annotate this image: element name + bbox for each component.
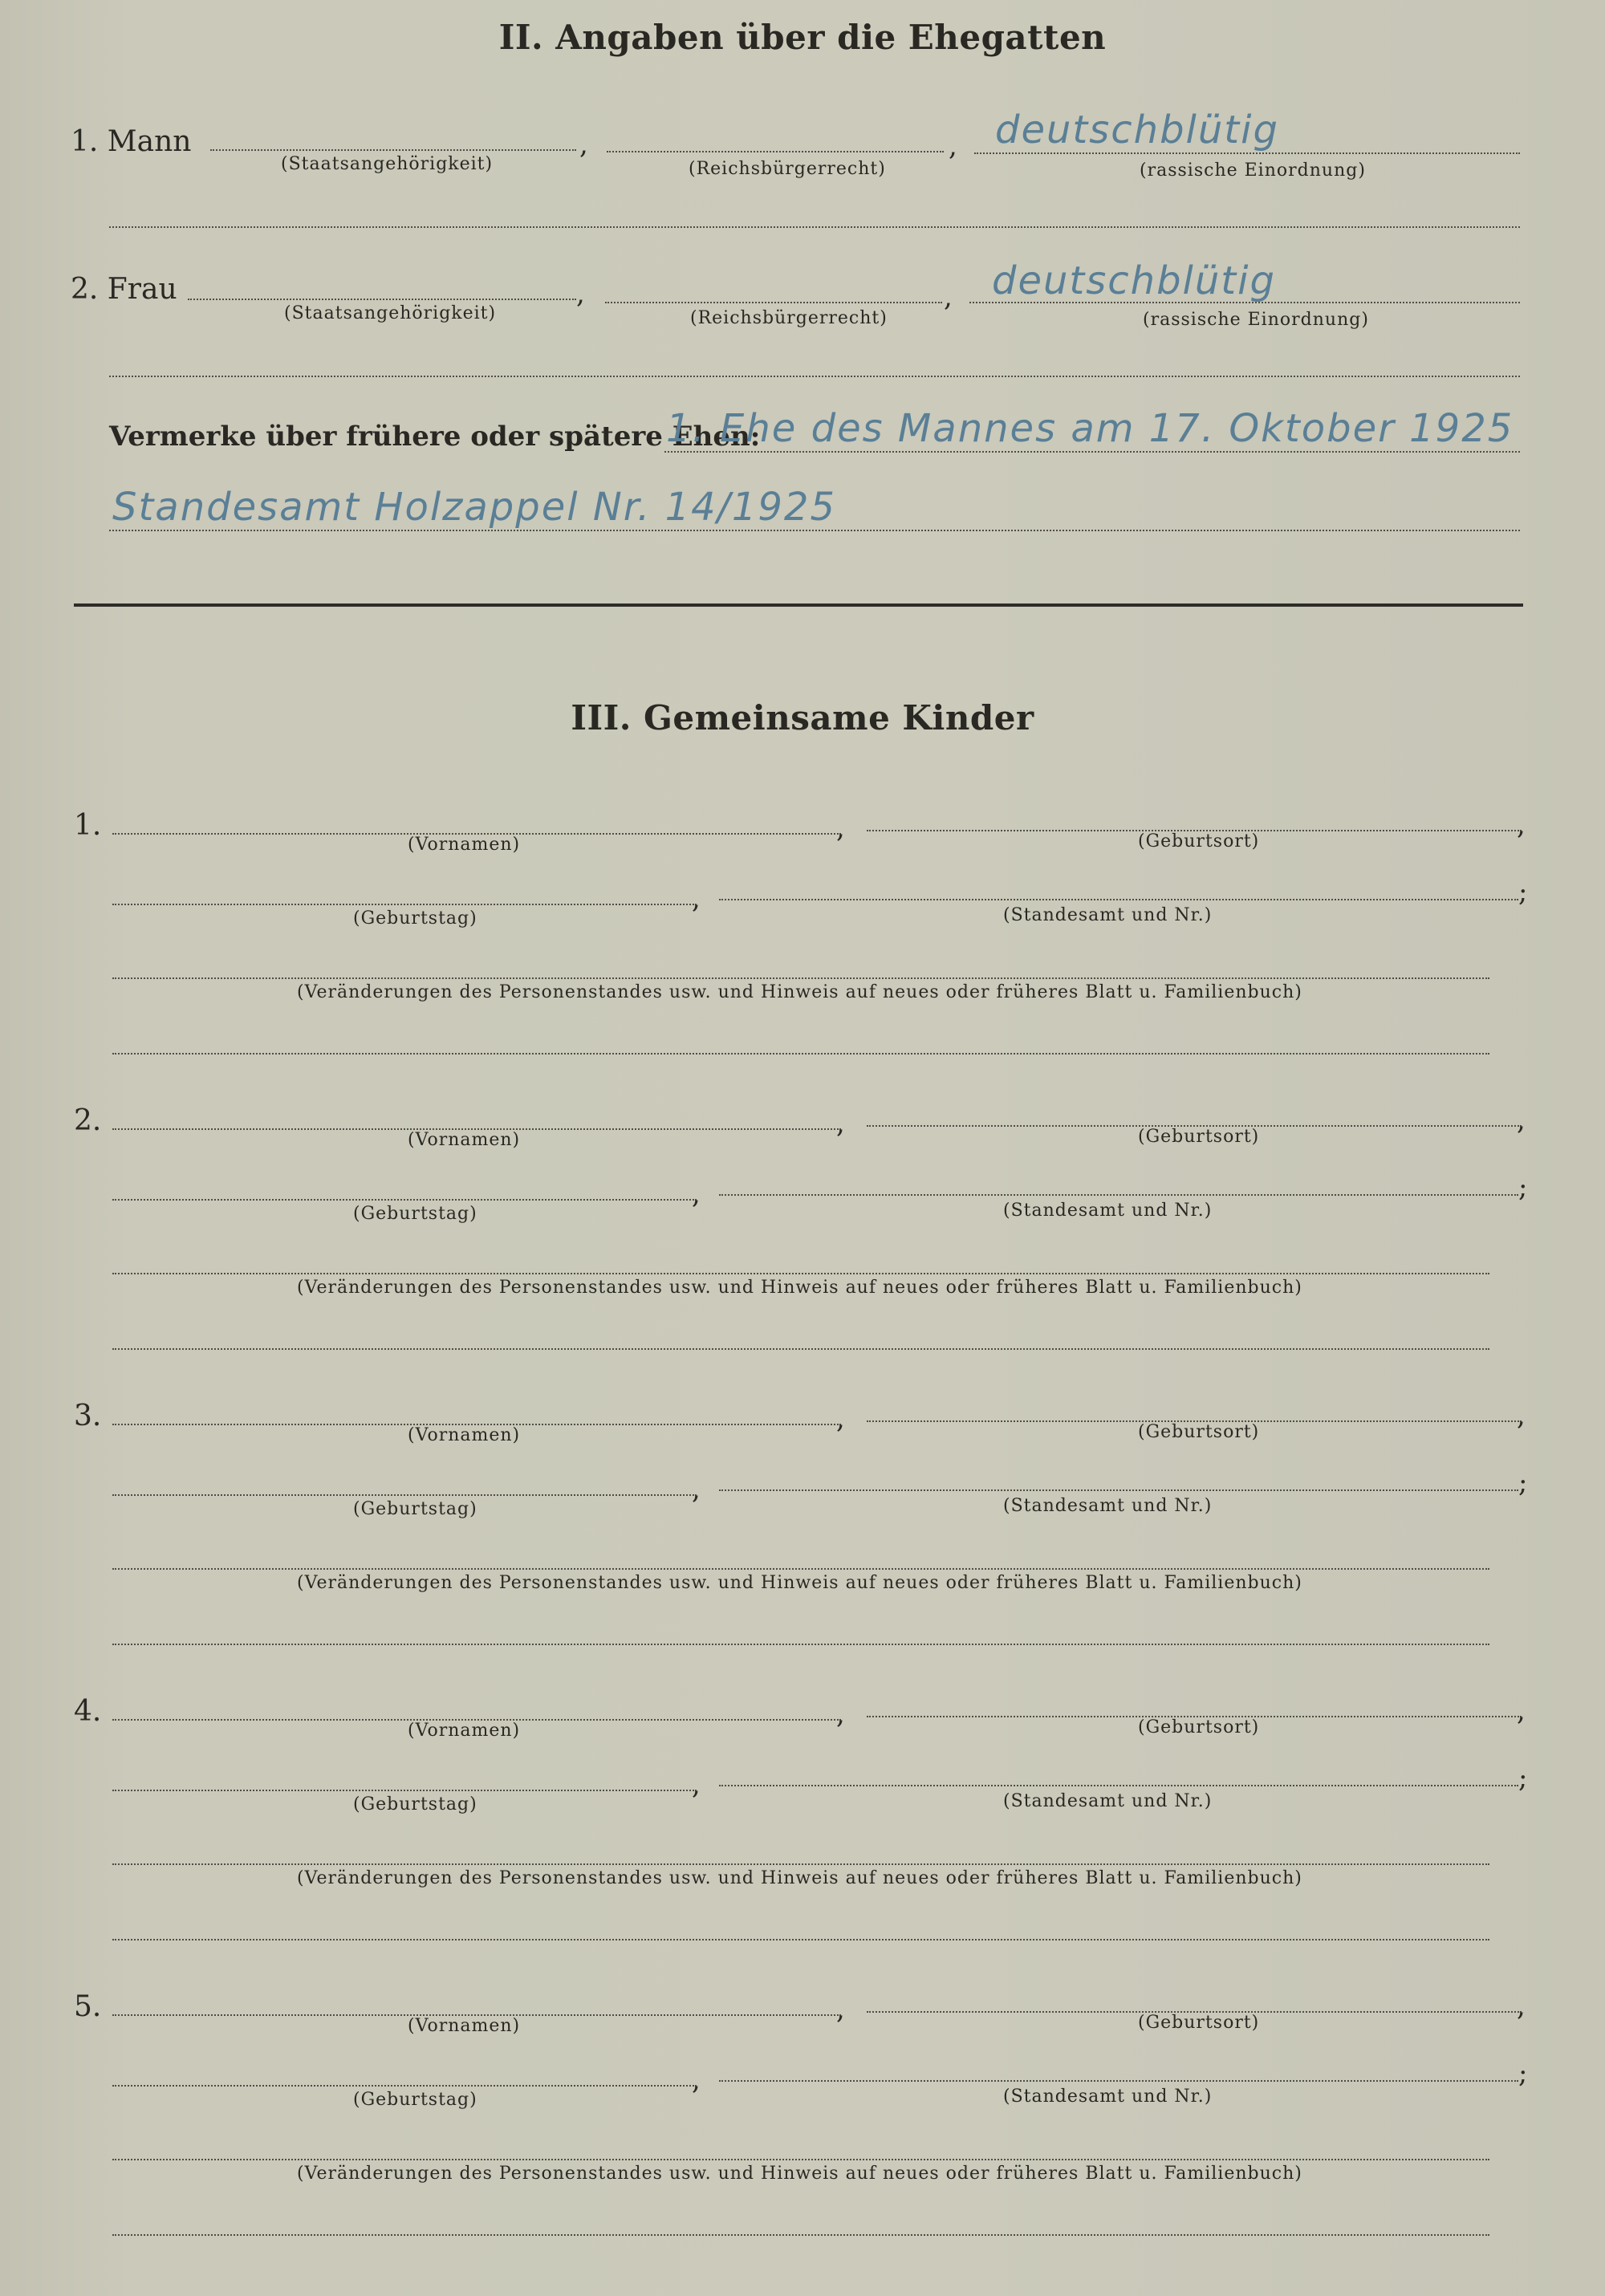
comma: ,: [1517, 1990, 1526, 2022]
wife-classification-value: deutschblütig: [992, 258, 1276, 303]
child-changes-field[interactable]: [112, 1273, 1489, 1274]
comma: ,: [692, 2064, 701, 2096]
child-changes-extra-line[interactable]: [112, 1644, 1489, 1645]
child-birthday-caption: (Geburtstag): [353, 1499, 477, 1519]
comma: ,: [692, 883, 701, 915]
child-changes-caption: (Veränderungen des Personenstandes usw. und Hinweis auf neues oder früheres Blatt u. Familienbuch): [297, 1573, 1302, 1593]
remarks-line-2: Standesamt Holzappel Nr. 14/1925: [112, 485, 837, 530]
husband-classification-value: deutschblütig: [995, 108, 1279, 152]
semicolon: ;: [1518, 1467, 1528, 1499]
section-3-title: III. Gemeinsame Kinder: [571, 698, 1034, 738]
child-number: 3.: [74, 1400, 102, 1432]
remarks-line-1: 1. Ehe des Mannes am 17. Oktober 1925: [666, 406, 1514, 451]
child-birthplace-caption: (Geburtsort): [1138, 1127, 1260, 1147]
comma: ,: [579, 128, 588, 161]
child-birthplace-caption: (Geburtsort): [1138, 1717, 1260, 1737]
child-firstnames-caption: (Vornamen): [408, 2016, 521, 2036]
child-birthday-field[interactable]: [112, 1494, 697, 1496]
child-changes-caption: (Veränderungen des Personenstandes usw. und Hinweis auf neues oder früheres Blatt u. Familienbuch): [297, 982, 1302, 1002]
section-2-title: II. Angaben über die Ehegatten: [498, 18, 1107, 57]
remarks-field-1[interactable]: [664, 451, 1520, 453]
child-changes-extra-line[interactable]: [112, 1348, 1489, 1350]
child-firstnames-caption: (Vornamen): [408, 1130, 521, 1150]
wife-nationality-field[interactable]: [188, 299, 576, 300]
semicolon: ;: [1518, 1762, 1528, 1794]
child-birthplace-caption: (Geburtsort): [1138, 831, 1260, 851]
child-changes-field[interactable]: [112, 977, 1489, 979]
child-birthday-caption: (Geburtstag): [353, 1204, 477, 1224]
child-birthday-caption: (Geburtstag): [353, 2090, 477, 2110]
comma: ,: [836, 1993, 845, 2026]
child-birthday-caption: (Geburtstag): [353, 1794, 477, 1814]
child-changes-caption: (Veränderungen des Personenstandes usw. und Hinweis auf neues oder früheres Blatt u. Familienbuch): [297, 1278, 1302, 1298]
child-registry-caption: (Standesamt und Nr.): [1003, 1791, 1213, 1811]
child-birthday-field[interactable]: [112, 1790, 697, 1791]
wife-citizenship-caption: (Reichsbürgerrecht): [690, 308, 888, 328]
child-changes-field[interactable]: [112, 1863, 1489, 1865]
comma: ,: [692, 1473, 701, 1506]
wife-label: 2. Frau: [71, 273, 177, 306]
husband-citizenship-field[interactable]: [607, 151, 944, 152]
semicolon: ;: [1518, 876, 1528, 908]
husband-extra-line: [109, 226, 1520, 228]
child-registry-field[interactable]: [719, 899, 1518, 900]
child-birthday-field[interactable]: [112, 2085, 697, 2087]
comma: ,: [836, 1107, 845, 1140]
child-registry-caption: (Standesamt und Nr.): [1003, 1201, 1213, 1221]
child-changes-field[interactable]: [112, 1568, 1489, 1570]
comma: ,: [949, 130, 957, 162]
comma: ,: [1517, 1695, 1526, 1727]
child-number: 5.: [74, 1990, 102, 2023]
child-changes-extra-line[interactable]: [112, 1053, 1489, 1055]
wife-nationality-caption: (Staatsangehörigkeit): [284, 303, 497, 323]
child-firstnames-caption: (Vornamen): [408, 1425, 521, 1445]
child-changes-extra-line[interactable]: [112, 1939, 1489, 1940]
comma: ,: [692, 1178, 701, 1210]
child-firstnames-caption: (Vornamen): [408, 835, 521, 855]
child-number: 2.: [74, 1104, 102, 1137]
remarks-label: Vermerke über frühere oder spätere Ehen:: [109, 421, 761, 453]
child-changes-caption: (Veränderungen des Personenstandes usw. und Hinweis auf neues oder früheres Blatt u. Familienbuch): [297, 1868, 1302, 1888]
child-birthplace-caption: (Geburtsort): [1138, 2013, 1260, 2033]
child-changes-extra-line[interactable]: [112, 2234, 1489, 2236]
child-registry-caption: (Standesamt und Nr.): [1003, 905, 1213, 925]
comma: ,: [836, 812, 845, 844]
child-birthday-field[interactable]: [112, 904, 697, 905]
husband-classification-caption: (rassische Einordnung): [1140, 161, 1366, 181]
wife-classification-caption: (rassische Einordnung): [1143, 310, 1369, 330]
child-birthday-field[interactable]: [112, 1199, 697, 1201]
husband-nationality-caption: (Staatsangehörigkeit): [281, 154, 494, 174]
comma: ,: [576, 278, 585, 310]
comma: ,: [836, 1403, 845, 1435]
section-divider: [74, 603, 1523, 607]
child-registry-field[interactable]: [719, 1489, 1518, 1491]
comma: ,: [1517, 809, 1526, 841]
comma: ,: [1517, 1104, 1526, 1136]
child-birthday-caption: (Geburtstag): [353, 908, 477, 929]
semicolon: ;: [1518, 1172, 1528, 1204]
comma: ,: [692, 1769, 701, 1801]
comma: ,: [944, 281, 953, 313]
child-registry-caption: (Standesamt und Nr.): [1003, 1496, 1213, 1516]
child-registry-caption: (Standesamt und Nr.): [1003, 2087, 1213, 2107]
wife-extra-line: [109, 376, 1520, 377]
child-registry-field[interactable]: [719, 1194, 1518, 1196]
husband-label: 1. Mann: [71, 125, 192, 158]
child-number: 1.: [74, 809, 102, 842]
child-registry-field[interactable]: [719, 2080, 1518, 2082]
child-birthplace-caption: (Geburtsort): [1138, 1422, 1260, 1442]
child-number: 4.: [74, 1695, 102, 1728]
husband-nationality-field[interactable]: [210, 149, 576, 151]
wife-citizenship-field[interactable]: [605, 302, 942, 303]
comma: ,: [1517, 1400, 1526, 1432]
semicolon: ;: [1518, 2058, 1528, 2090]
child-firstnames-caption: (Vornamen): [408, 1721, 521, 1741]
child-changes-caption: (Veränderungen des Personenstandes usw. und Hinweis auf neues oder früheres Blatt u. Familienbuch): [297, 2164, 1302, 2184]
remarks-field-2[interactable]: [109, 530, 1520, 531]
child-registry-field[interactable]: [719, 1785, 1518, 1786]
comma: ,: [836, 1698, 845, 1730]
husband-classification-field[interactable]: [974, 152, 1520, 154]
husband-citizenship-caption: (Reichsbürgerrecht): [689, 159, 886, 179]
child-changes-field[interactable]: [112, 2159, 1489, 2160]
